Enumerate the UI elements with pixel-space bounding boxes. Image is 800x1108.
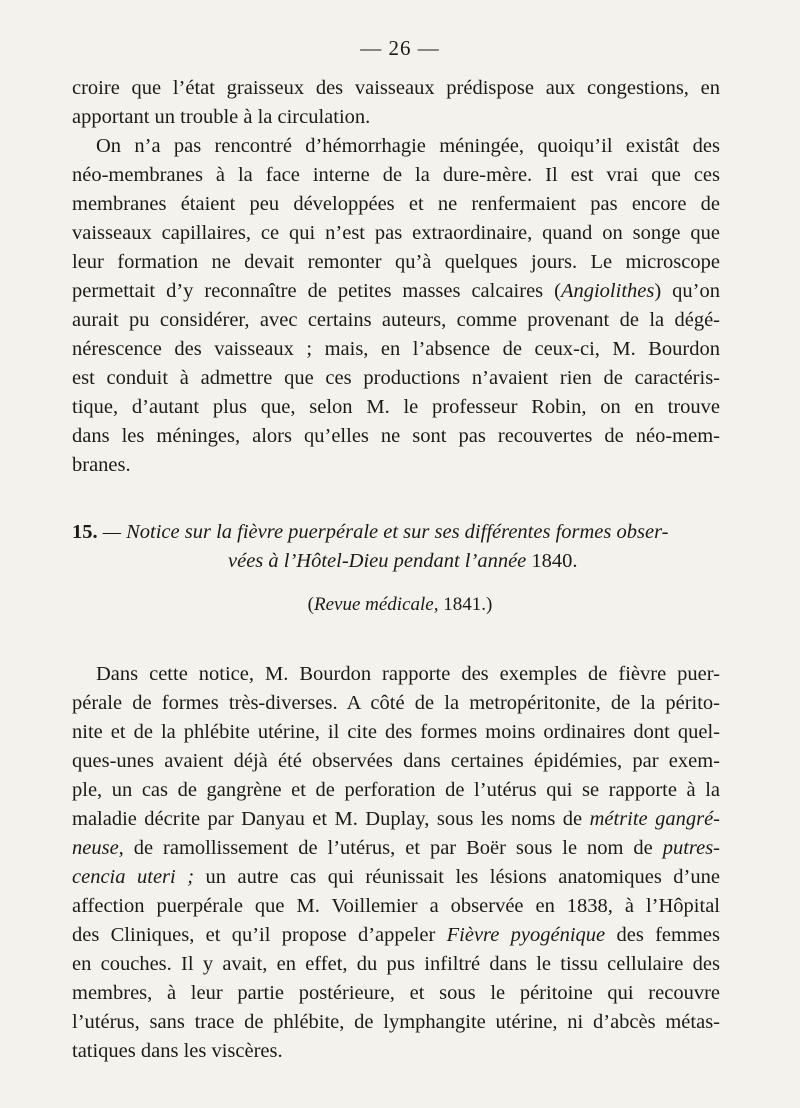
text-line: membranes étaient peu développées et ne renfermaient pas encore de <box>72 193 720 215</box>
page-number: — 26 — <box>360 36 440 60</box>
text-line: membres, à leur partie postérieure, et sous le péritoine qui recouvre <box>72 982 720 1004</box>
text-line: ple, un cas de gangrène et de perforation de l’utérus qui se rapporte à la <box>72 779 720 801</box>
text-line: dans les méninges, alors qu’elles ne sont pas recouvertes de néo-mem- <box>72 425 720 447</box>
paragraph-3 <box>72 660 720 1066</box>
notice-source: (Revue médicale, 1841.) <box>307 594 493 615</box>
text-line: est conduit à admettre que ces productions n’avaient rien de caractéris- <box>72 367 720 389</box>
text-line: vaisseaux capillaires, ce qui n’est pas extraordinaire, quand on songe que <box>72 222 720 244</box>
notice-number: 15. <box>72 521 98 543</box>
text-line: apportant un trouble à la circulation. <box>72 106 371 128</box>
text-line: cencia uteri ; un autre cas qui réunissait les lésions anatomiques d’une <box>72 866 720 888</box>
text-line: nérescence des vaisseaux ; mais, en l’absence de ceux-ci, M. Bourdon <box>72 338 720 360</box>
paragraph-1 <box>72 74 720 132</box>
text-line: ques-unes avaient déjà été observées dans certaines épidémies, par exem- <box>72 750 720 772</box>
italic-term: Angiolithes <box>560 280 655 302</box>
text-line: croire que l’état graisseux des vaisseaux prédispose aux congestions, en <box>72 77 720 99</box>
text-line: pérale de formes très-diverses. A côté de la metropéritonite, de la périto- <box>72 692 720 714</box>
text-line: neuse, de ramollissement de l’utérus, et par Boër sous le nom de putres- <box>72 837 721 859</box>
notice-title-line: 15. — Notice sur la fièvre puerpérale et sur ses différentes formes obser- <box>72 521 669 543</box>
notice-year: 1840. <box>531 550 578 572</box>
text-line: l’utérus, sans trace de phlébite, de lymphangite utérine, ni d’abcès métas- <box>72 1011 720 1033</box>
text-line: des Cliniques, et qu’il propose d’appeler Fièvre pyogénique des femmes <box>72 924 720 946</box>
notice-heading <box>72 518 732 576</box>
text-line: branes. <box>72 454 131 476</box>
text-line: affection puerpérale que M. Voillemier a observée en 1838, à l’Hôpital <box>72 895 720 917</box>
text-line: tique, d’autant plus que, selon M. le professeur Robin, on en trouve <box>72 396 720 418</box>
text-line: permettait d’y reconnaître de petites masses calcaires (Angiolithes) qu’on <box>72 280 720 302</box>
text-line: leur formation ne devait remonter qu’à quelques jours. Le microscope <box>72 251 720 273</box>
text-line: maladie décrite par Danyau et M. Duplay, sous les noms de métrite gangré- <box>72 808 720 830</box>
text-line: nite et de la phlébite utérine, il cite des formes moins ordinaires dont quel- <box>72 721 720 743</box>
text-line: néo-membranes à la face interne de la dure-mère. Il est vrai que ces <box>72 164 720 186</box>
paragraph-2 <box>72 132 720 480</box>
text-line: tatiques dans les viscères. <box>72 1040 283 1062</box>
text-line: On n’a pas rencontré d’hémorrhagie méningée, quoiqu’il existât des <box>96 135 720 157</box>
notice-title-line: vées à l’Hôtel-Dieu pendant l’année 1840. <box>228 550 578 572</box>
text-line: Dans cette notice, M. Bourdon rapporte des exemples de fièvre puer- <box>96 663 720 685</box>
text-line: aurait pu considérer, avec certains auteurs, comme provenant de la dégé- <box>72 309 720 331</box>
text-line: en couches. Il y avait, en effet, du pus infiltré dans le tissu cellulaire des <box>72 953 720 975</box>
